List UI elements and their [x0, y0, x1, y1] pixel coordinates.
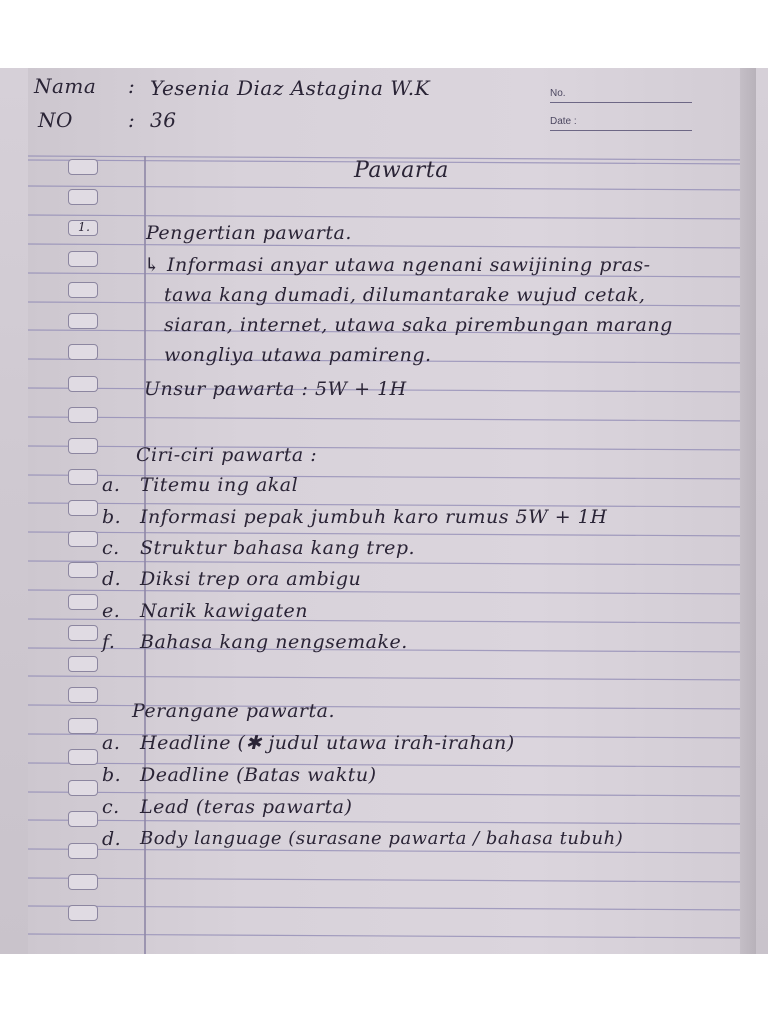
unsur-line: Unsur pawarta : 5W + 1H — [144, 378, 407, 400]
margin-checkbox — [68, 251, 98, 267]
margin-checkbox — [68, 469, 98, 485]
notebook-photo — [0, 68, 768, 954]
printed-date-line — [550, 130, 692, 131]
margin-checkbox — [68, 531, 98, 547]
name-label: Nama — [34, 74, 97, 98]
margin-checkbox — [68, 407, 98, 423]
ciri-letter: b. — [102, 506, 122, 528]
margin-checkbox — [68, 780, 98, 796]
perangan-heading: Perangane pawarta. — [132, 700, 335, 722]
perangan-item: Deadline (Batas waktu) — [140, 764, 377, 786]
margin-checkbox — [68, 594, 98, 610]
ciri-letter: a. — [102, 474, 121, 496]
printed-no-line — [550, 102, 692, 103]
name-separator: : — [128, 74, 136, 98]
definition-line: ↳ Informasi anyar utawa ngenani sawijining pras- — [144, 254, 651, 276]
margin-checkbox — [68, 687, 98, 703]
margin-checkbox — [68, 282, 98, 298]
section-number: 1. — [78, 220, 91, 234]
margin-checkbox — [68, 843, 98, 859]
ciri-letter: c. — [102, 537, 120, 559]
margin-checkbox — [68, 749, 98, 765]
definition-line: tawa kang dumadi, dilumantarake wujud cetak, — [164, 284, 646, 306]
margin-checkbox — [68, 344, 98, 360]
perangan-item: Body language (surasane pawarta / bahasa tubuh) — [140, 828, 624, 849]
ciri-item: Narik kawigaten — [140, 600, 308, 622]
ciri-item: Bahasa kang nengsemake. — [140, 631, 408, 653]
ciri-item: Informasi pepak jumbuh karo rumus 5W + 1H — [140, 506, 608, 528]
printed-date-label: Date : — [550, 116, 577, 127]
margin-checkbox — [68, 625, 98, 641]
ciri-heading: Ciri-ciri pawarta : — [136, 444, 318, 466]
number-label: NO — [38, 108, 73, 132]
perangan-item: Lead (teras pawarta) — [140, 796, 353, 818]
margin-checkbox — [68, 905, 98, 921]
perangan-letter: b. — [102, 764, 122, 786]
margin-checkbox — [68, 500, 98, 516]
ciri-item: Diksi trep ora ambigu — [140, 568, 362, 590]
name-value: Yesenia Diaz Astagina W.K — [150, 76, 431, 100]
margin-checkbox — [68, 189, 98, 205]
number-value: 36 — [150, 108, 177, 132]
number-separator: : — [128, 108, 136, 132]
page-title: Pawarta — [354, 158, 449, 183]
ciri-letter: e. — [102, 600, 121, 622]
margin-checkbox — [68, 159, 98, 175]
ciri-item: Struktur bahasa kang trep. — [140, 537, 416, 559]
ciri-item: Titemu ing akal — [140, 474, 299, 496]
margin-checkbox — [68, 874, 98, 890]
perangan-letter: c. — [102, 796, 120, 818]
page-edge — [740, 68, 756, 954]
margin-checkbox — [68, 656, 98, 672]
perangan-letter: d. — [102, 828, 122, 850]
section-heading: Pengertian pawarta. — [146, 222, 352, 244]
ciri-letter: f. — [102, 631, 116, 653]
margin-checkbox — [68, 718, 98, 734]
ciri-letter: d. — [102, 568, 122, 590]
perangan-letter: a. — [102, 732, 121, 754]
margin-checkbox — [68, 811, 98, 827]
margin-checkbox — [68, 562, 98, 578]
margin-checkbox — [68, 313, 98, 329]
margin-checkbox — [68, 438, 98, 454]
definition-line: wongliya utawa pamireng. — [164, 344, 432, 366]
perangan-item: Headline (✱ judul utawa irah-irahan) — [140, 732, 515, 754]
margin-checkbox — [68, 376, 98, 392]
notebook-page — [28, 68, 756, 954]
printed-no-label: No. — [550, 88, 566, 99]
definition-line: siaran, internet, utawa saka pirembungan marang — [164, 314, 673, 336]
